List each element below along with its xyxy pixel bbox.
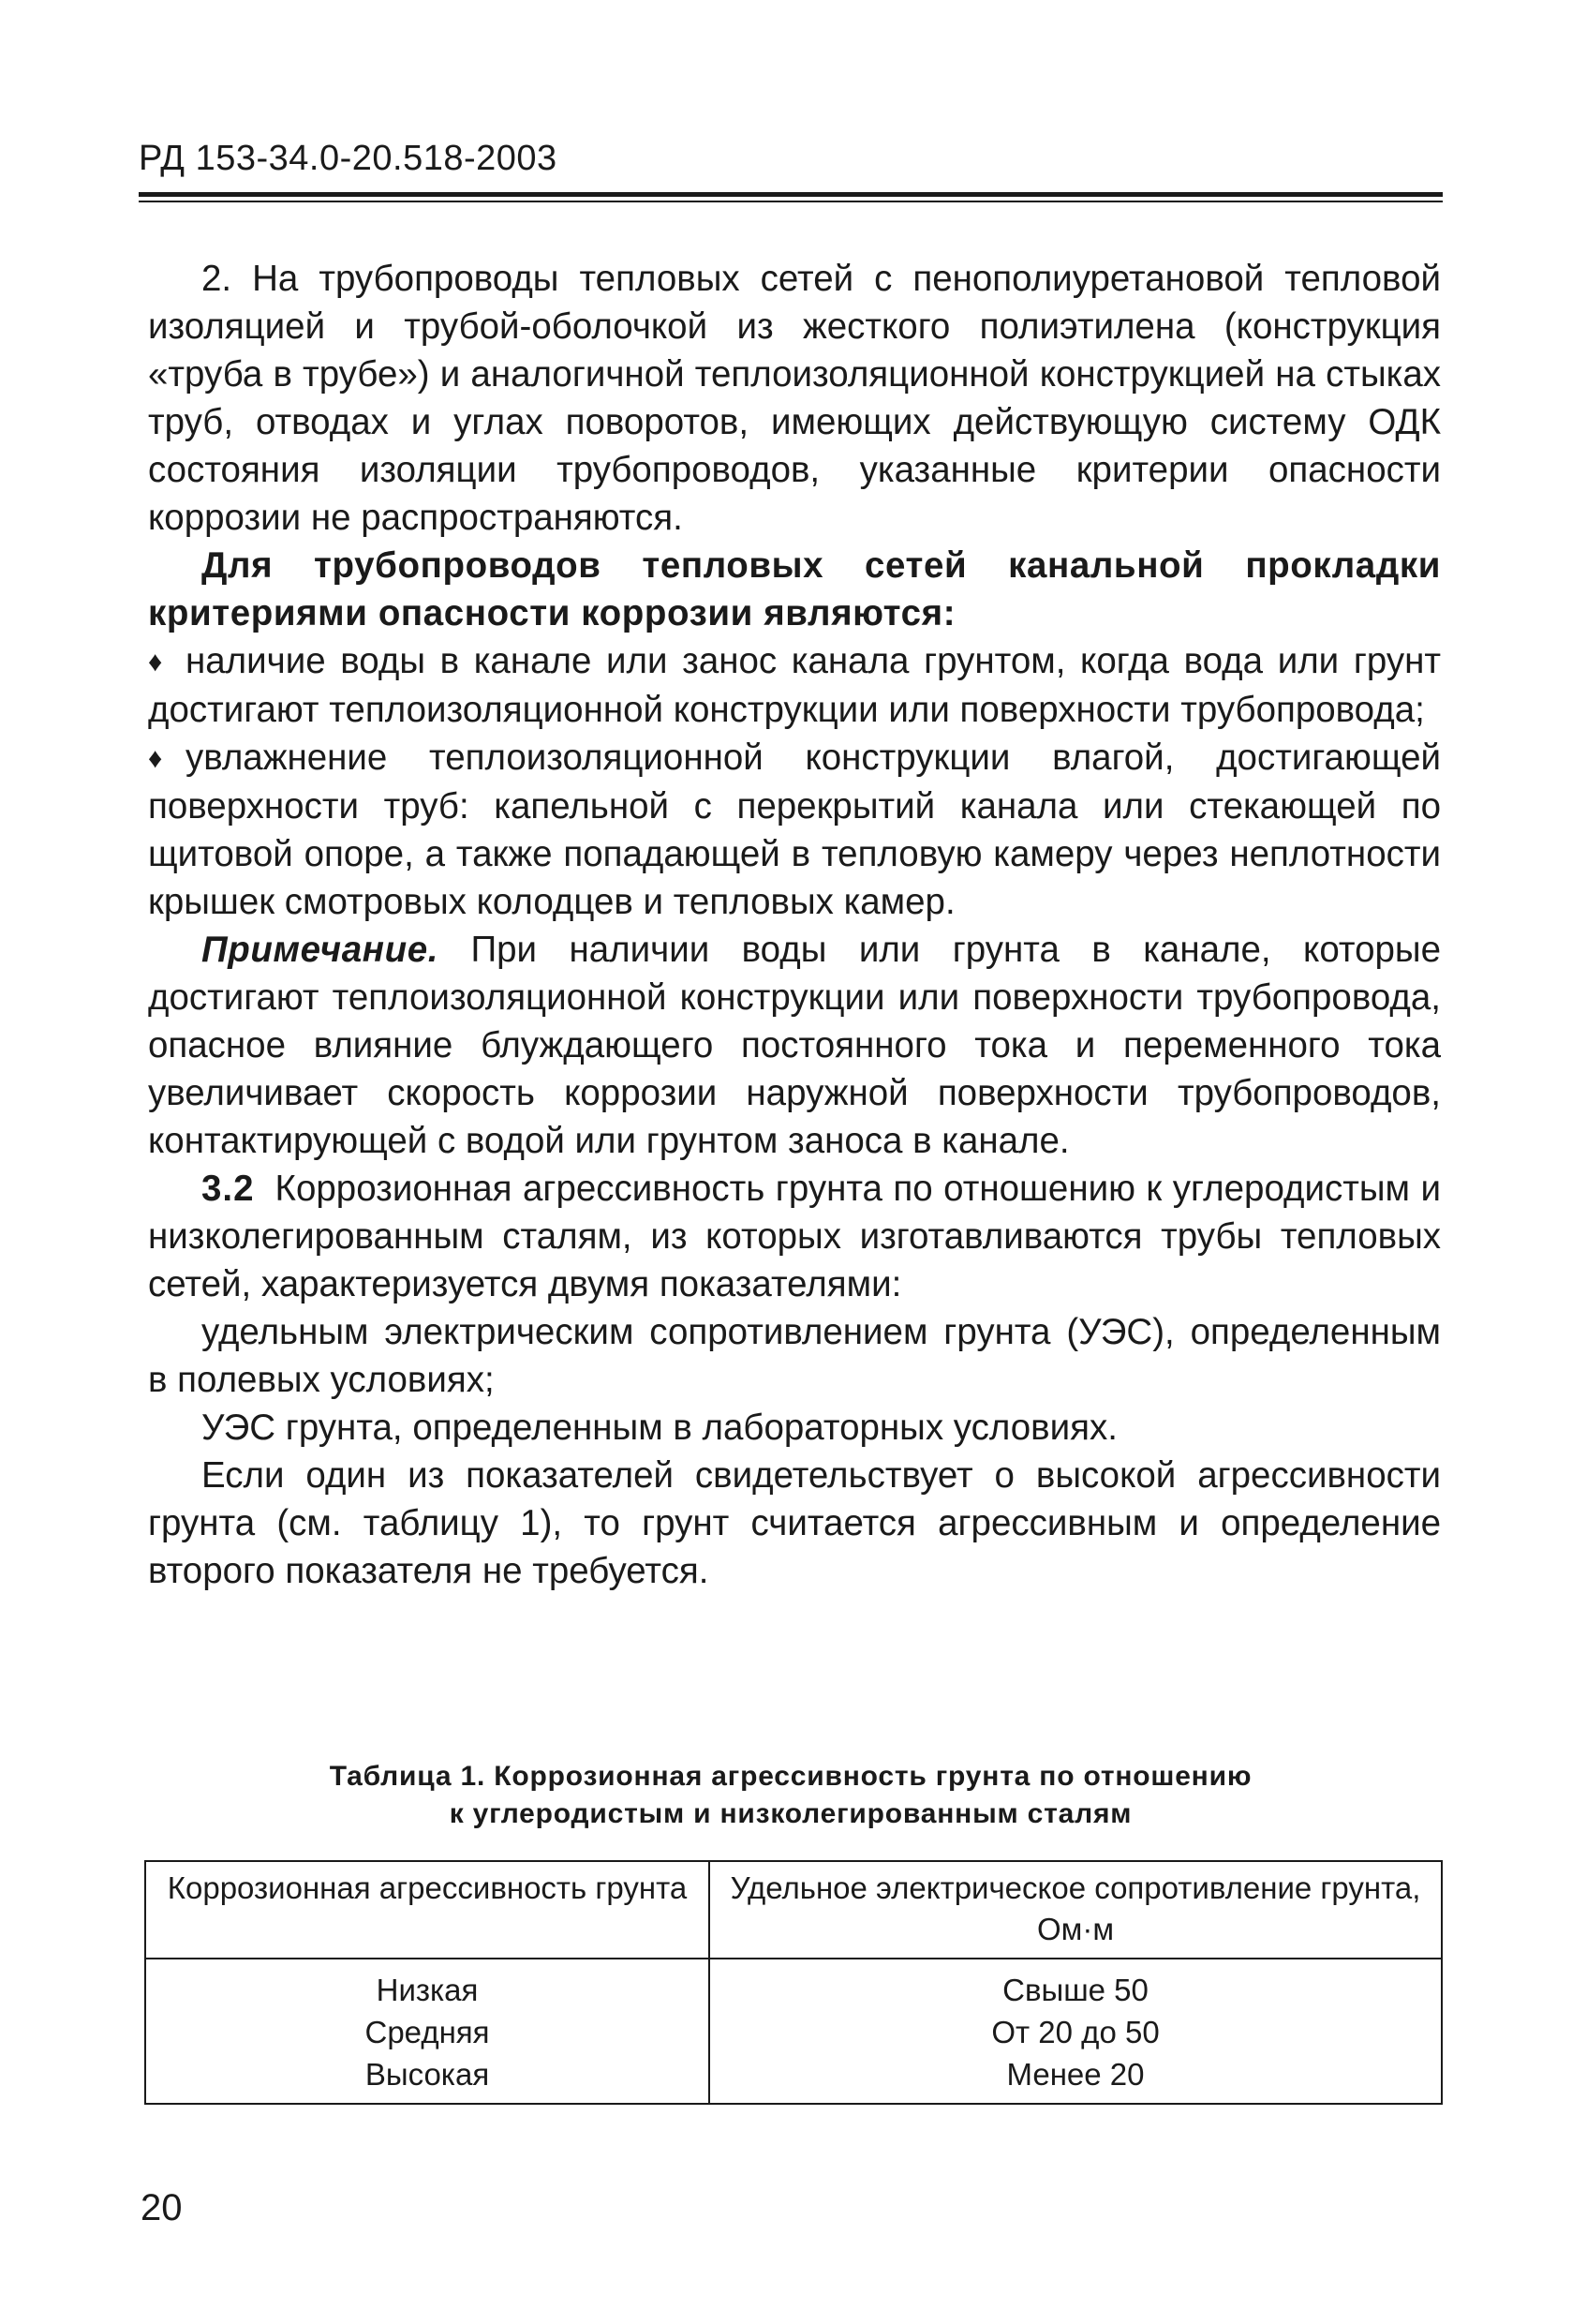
column-header-aggressiveness: Коррозионная агрессивность грунта	[145, 1861, 709, 1959]
corrosion-table	[144, 1860, 1443, 2105]
bullet-item	[148, 734, 1441, 926]
table-cell: Высокая	[364, 2057, 490, 2092]
table-cell: Менее 20	[1006, 2057, 1145, 2092]
closing-paragraph: Если один из показателей свидетельствует о высокой агрессивности грунта (см. таблицу 1), то грунт считается агрессивным и определение второго показателя не требуется.	[148, 1455, 1441, 1591]
header-rule-thin	[139, 201, 1443, 202]
table-row	[145, 1959, 1442, 2104]
table-container	[144, 1860, 1443, 2105]
bullet-text: наличие воды в канале или занос канала грунтом, когда вода или грунт достигают теплоизоляционной конструкции или поверхности трубопровода;	[148, 641, 1441, 730]
table-cell: Свыше 50	[1002, 1973, 1149, 2007]
body-text	[148, 255, 1441, 1595]
resistivity-values-cell	[709, 1959, 1442, 2104]
table-header-row	[145, 1861, 1442, 1959]
section-text: Коррозионная агрессивность грунта по отношению к углеродистым и низколегированным сталям, из которых изготавливаются трубы тепловых сетей, характеризуется двумя показателями:	[148, 1169, 1441, 1304]
indicator-1: удельным электрическим сопротивлением грунта (УЭС), определенным в полевых условиях;	[148, 1312, 1441, 1400]
document-code-header: РД 153-34.0-20.518-2003	[139, 139, 557, 178]
paragraph-2: 2. На трубопроводы тепловых сетей с пенополиуретановой тепловой изоляцией и трубой-оболочкой из жесткого полиэтилена (конструкция «труба в трубе») и аналогичной теплоизоляционной конструкцией на стыках труб, отводах и углах поворотов, имеющих действующую систему ОДК состояния изоляции трубопроводов, указанные критерии опасности коррозии не распространяются.	[148, 259, 1441, 538]
table-cell: Средняя	[364, 2015, 490, 2049]
table-cell: От 20 до 50	[991, 2015, 1160, 2049]
note-paragraph	[148, 926, 1441, 1165]
channel-criteria-lead: Для трубопроводов тепловых сетей канальной прокладки критериями опасности коррозии являются:	[148, 545, 1441, 633]
section-number: 3.2	[201, 1169, 255, 1209]
aggressiveness-values-cell	[145, 1959, 709, 2104]
section-3-2-paragraph	[148, 1165, 1441, 1308]
header-rule	[139, 192, 1443, 197]
diamond-bullet-icon: ♦	[148, 743, 163, 774]
table-caption-line: к углеродистым и низколегированным сталям	[449, 1798, 1133, 1829]
diamond-bullet-icon: ♦	[148, 647, 163, 678]
page-number: 20	[141, 2187, 183, 2228]
bullet-text: увлажнение теплоизоляционной конструкции влагой, достигающей поверхности труб: капельной с перекрытий канала или стекающей по щитовой опоре, а также попадающей в тепловую камеру через неплотности крышек смотровых колодцев и тепловых камер.	[148, 737, 1441, 922]
table-cell: Низкая	[376, 1973, 479, 2007]
table-caption	[139, 1758, 1443, 1833]
note-label: Примечание.	[201, 930, 438, 970]
table-caption-line: Таблица 1. Коррозионная агрессивность грунта по отношению	[329, 1761, 1253, 1792]
bullet-item	[148, 637, 1441, 734]
column-header-resistivity: Удельное электрическое сопротивление грунта, Ом·м	[709, 1861, 1442, 1959]
indicator-2: УЭС грунта, определенным в лабораторных условиях.	[201, 1408, 1118, 1448]
note-text: При наличии воды или грунта в канале, которые достигают теплоизоляционной конструкции или поверхности трубопровода, опасное влияние блуждающего постоянного тока и переменного тока увеличивает скорость коррозии наружной поверхности трубопроводов, контактирующей с водой или грунтом заноса в канале.	[148, 930, 1441, 1161]
